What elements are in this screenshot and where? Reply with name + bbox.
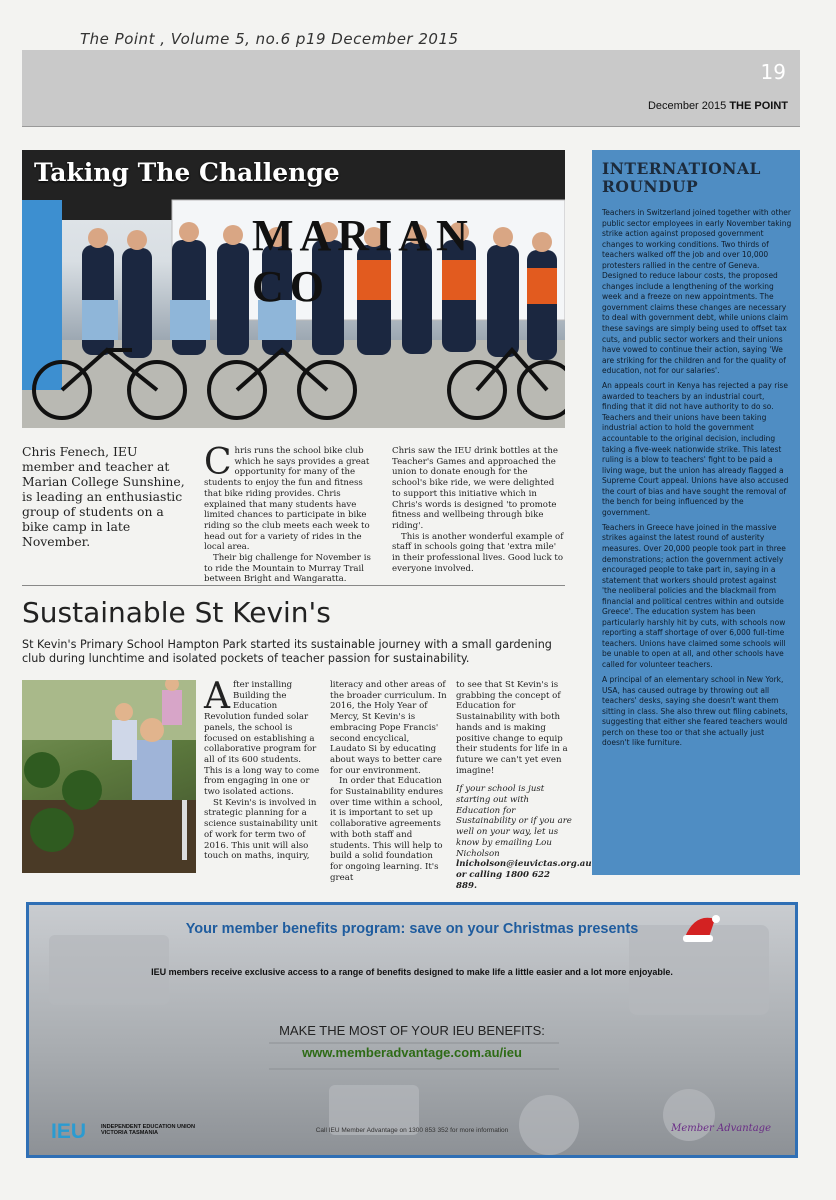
issue-line [648,100,788,112]
article-column [204,676,322,862]
sidebar-title: INTERNATIONAL ROUNDUP [602,159,761,196]
sidebar-body [602,208,792,753]
article-column [392,446,564,574]
advert-url[interactable]: www.memberadvantage.com.au/ieu [302,1045,522,1060]
paragraph: St Kevin's is involved in strategic planning for a science sustainability unit of work for term two of 2016. This unit will also touch on maths, inquiry, [204,797,318,862]
advert-phone: Call IEU Member Advantage on 1300 853 352 for more information [315,1127,509,1134]
drop-cap: A [204,676,230,717]
publication-name: THE POINT [729,100,788,112]
article-title: Sustainable St Kevin's [22,596,331,629]
article-column [204,442,382,585]
sidebar-paragraph: An appeals court in Kenya has rejected a pay rise awarded to teachers by an industrial court, finding that it did not have authority to do so. Teachers and their unions have been taking industrial action to hold the government accountable to the original decision, including taking a five-week nationwide strike. This latest ruling is a blow to teachers' fight to be paid a living wage, but the union has already flagged a Supreme Court appeal. Unions have also accused the court of bias and have sought the removal of the bench for being influenced by the government. [602,381,789,517]
member-benefits-advert [26,902,798,1158]
ieu-logo-text: INDEPENDENT EDUCATION UNION VICTORIA TASMANIA [101,1124,196,1136]
advert-headline: Your member benefits program: save on your Christmas presents [185,921,639,937]
paragraph: fter installing Building the Education Revolution funded solar panels, the school is focused on establishing a collaborative program for all of its 600 students. This is a long way to come from engaging in one or two isolated actions. [204,680,320,798]
contact-email[interactable]: lnicholson@ieuvictas.org.au [456,859,592,870]
article-intro: St Kevin's Primary School Hampton Park started its sustainable journey with a small gardening club during lunchtime and isolated pockets of teacher passion for sustainability. [22,638,552,665]
advert-call-to-action: MAKE THE MOST OF YOUR IEU BENEFITS: [279,1023,545,1038]
international-roundup-sidebar [592,150,800,875]
sidebar-paragraph: A principal of an elementary school in New York, USA, has caused outrage by throwing out all teachers' desks, saying she doesn't want them sitting in class. She also threw out filing cabinets, suggesting that either she feared teachers would perch on these too or that she actually just doesn't like furniture. [602,675,788,748]
photo-caption: Chris Fenech, IEU member and teacher at Marian College Sunshine, is leading an enthusiastic group of students on a bike camp in late November. [22,444,185,549]
contact-phone: or calling 1800 622 889. [456,869,550,891]
garden-photo [22,680,196,873]
handwritten-annotation: The Point , Volume 5, no.6 p19 December 2015 [80,30,459,48]
drop-cap: C [204,442,232,483]
paragraph: hris runs the school bike club which he says provides a great opportunity for many of the students to enjoy the fun and fitness that bike riding provides. Chris explained that many students have limited chances to participate in bike riding so the club meets each week to head out for a variety of rides in the local area. [204,446,370,553]
bus-lettering: MARIAN CO [252,211,474,311]
article-column [330,680,447,883]
page-header [22,50,800,127]
paragraph: Their big challenge for November is to ride the Mountain to Murray Trail between Bright and Wangaratta. [204,553,371,585]
section-divider [22,585,565,586]
member-advantage-logo: Member Advantage [671,1123,771,1134]
page-number: 19 [760,60,786,84]
bike-club-photo [22,150,565,428]
garden-illustration [22,680,196,873]
article-title: Taking The Challenge [34,158,340,187]
sidebar-paragraph: Teachers in Switzerland joined together with other public sector employees in early November taking strike action against proposed government changes to working conditions. Two thirds of teachers walked off the job and over 10,000 protesters rallied in the centre of Geneva. Designed to reduce labour costs, the proposed changes include a lengthening of the working week and a freeze on new appointments. The government claims these changes are necessary to deal with government debt, while unions claim these savings are simply being used to offset tax cuts, and public sector workers and their unions have vowed to continue their action, saying 'We are striking for the children and for the quality of education, not for our salaries'. [602,208,792,376]
issue-date: December 2015 [647,100,727,112]
ieu-logo-mark: IEU [51,1120,87,1143]
ieu-logo [51,1120,196,1144]
paragraph: Chris saw the IEU drink bottles at the Teacher's Games and approached the union to donate enough for the school's bike ride, we were delighted to support this initiative which in Chris's words is designed 'to promote fitness and wellbeing through bike riding'. [392,446,558,531]
contact-note [456,784,592,891]
sidebar-paragraph: Teachers in Greece have joined in the massive strikes against the latest round of austerity measures. Over 20,000 people took part in three demonstrations; action the government actively encouraged people to take part in, saying in a statement that workers should protest against 'the neoliberal policies and the blackmail from financial and political centres within and outside Greece'. The education system has been particularly harshly hit by cuts, with schools now reporting a staff shortage of over 6,000 full-time teachers. Unions have claimed some schools will be unable to open at all, and other schools have called for volunteer teachers. [602,522,786,669]
article-column [456,680,592,891]
advert-subline: IEU members receive exclusive access to a range of benefits designed to make life a little easier and a lot more enjoyable. [151,967,673,977]
contact-text: If your school is just starting out with Education for Sustainability or if you are well on your way, let us know by emailing Lou Nicholson [456,784,572,859]
paragraph: This is another wonderful example of staff in schools going that 'extra mile' in their professional lives. Good luck to everyone involved. [392,531,564,574]
paragraph: literacy and other areas of the broader curriculum. In 2016, the Holy Year of Mercy, St Kevin's is embracing Pope Francis' second encyclical, Laudato Si by educating about ways to better care for our environment. [330,680,447,776]
paragraph: In order that Education for Sustainability endures over time within a school, it is important to set up collaborative agreements with both staff and students. This will help to build a solid foundation for ongoing learning. It's great [330,776,444,883]
paragraph: to see that St Kevin's is grabbing the concept of Education for Sustainability with both hands and is making positive change to equip their students for life in a future we can't yet even imagine! [456,680,568,776]
